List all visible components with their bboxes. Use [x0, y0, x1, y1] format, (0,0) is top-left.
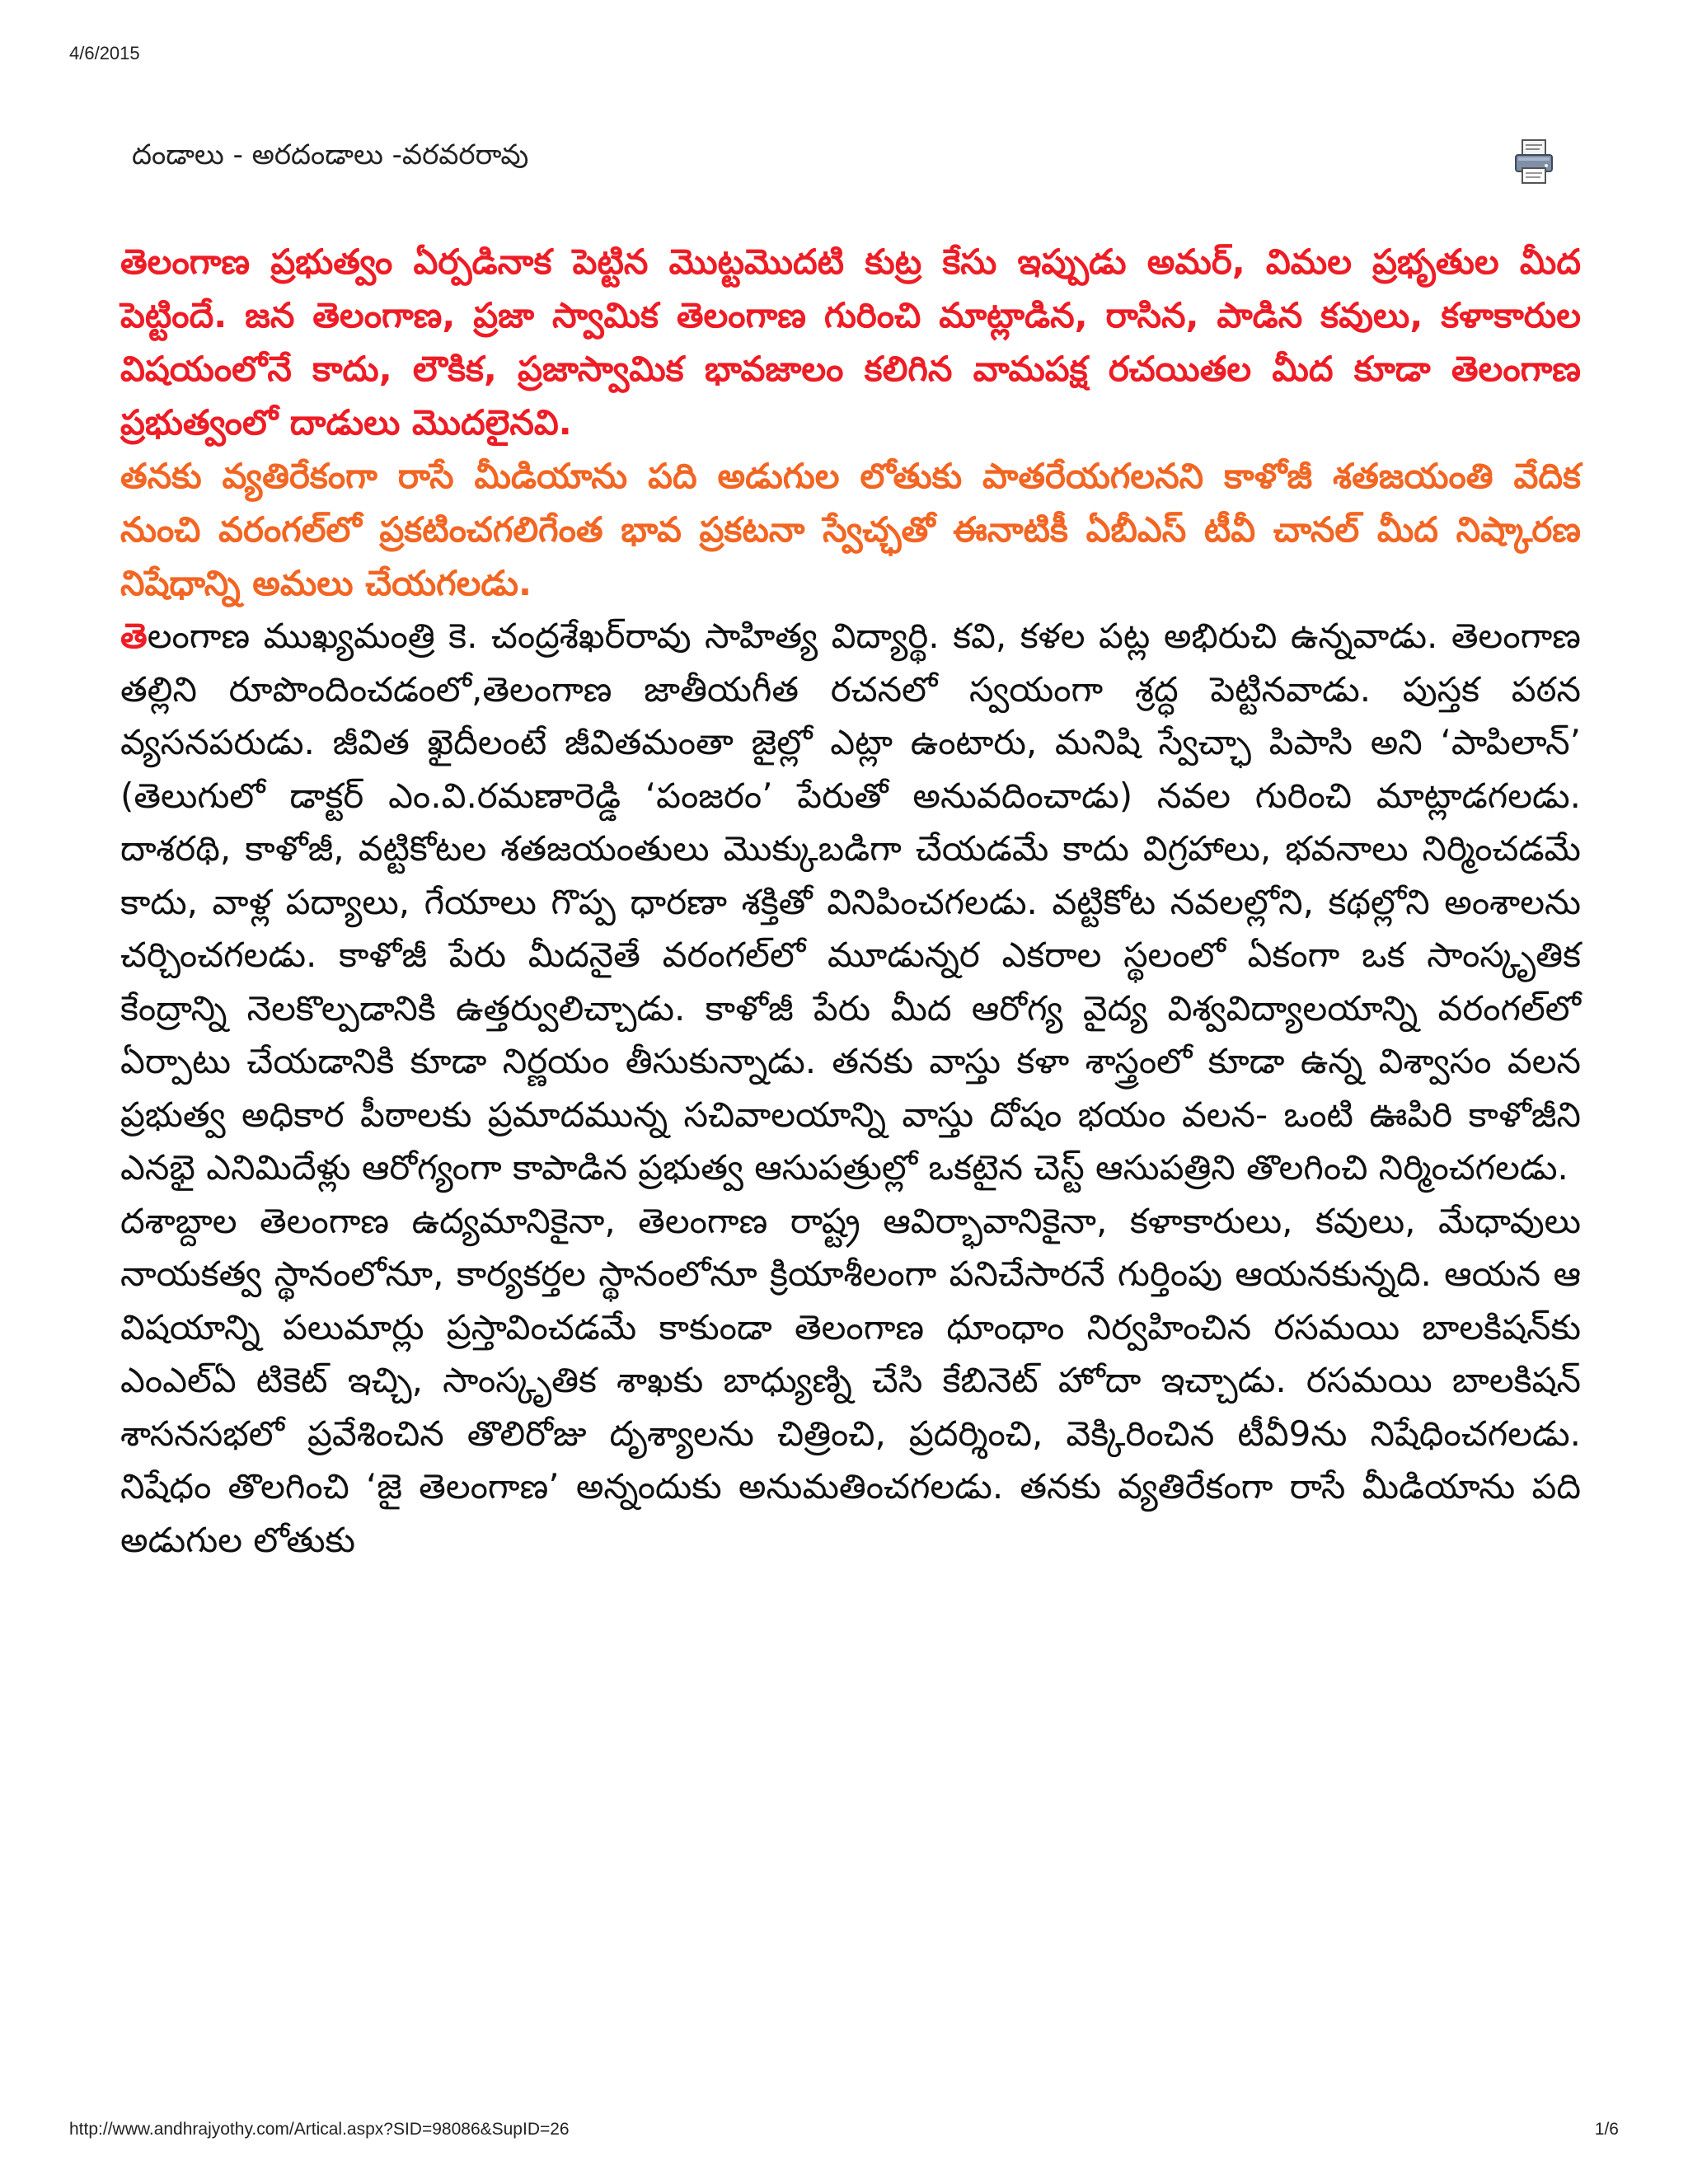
body-paragraph-2: దశాబ్దాల తెలంగాణ ఉద్యమానికైనా, తెలంగాణ రాష్ట్ర ఆవిర్భావానికైనా, కళాకారులు, కవులు, మేధావులు నాయకత్వ స్థానంలోనూ, కార్యకర్తల స్థానంలోనూ క్రియాశీలంగా పనిచేసారనే గుర్తింపు ఆయనకున్నది. ఆయన ఆ విషయాన్ని పలుమార్లు ప్రస్తావించడమే కాకుండా తెలంగాణ ధూంధాం నిర్వహించిన రసమయి బాలకిషన్‌కు ఎంఎల్ఏ టికెట్ ఇచ్చి, సాంస్కృతిక శాఖకు బాధ్యుణ్ని చేసి కేబినెట్ హోదా ఇచ్చాడు. రసమయి బాలకిషన్ శాసనసభలో ప్రవేశించిన తొలిరోజు దృశ్యాలను చిత్రించి, ప్రదర్శించి, వెక్కిరించిన టీవీ9ను నిషేధించగలడు. నిషేధం తొలగించి ‘జై తెలంగాణ’ అన్నందుకు అనుమతించగలడు. తనకు వ్యతిరేకంగా రాసే మీడియాను పది అడుగుల లోతుకు: [120, 1200, 1581, 1560]
footer-url: http://www.andhrajyothy.com/Artical.aspx?SID=98086&SupID=26: [69, 2120, 570, 2139]
article-content: [120, 235, 1581, 1567]
lead-paragraph-orange: తనకు వ్యతిరేకంగా రాసే మీడియాను పది అడుగుల లోతుకు పాతరేయగలనని కాళోజీ శతజయంతి వేదిక నుంచి వరంగల్‌లో ప్రకటించగలిగేంత భావ ప్రకటనా స్వేచ్ఛతో ఈనాటికీ ఏబీఎస్ టీవీ చానల్ మీద నిష్కారణ నిషేధాన్ని అమలు చేయగలడు.: [120, 456, 1581, 603]
printer-icon[interactable]: [1513, 138, 1554, 185]
lead-paragraph-red: తెలంగాణ ప్రభుత్వం ఏర్పడినాక పెట్టిన మొట్టమొదటి కుట్ర కేసు ఇప్పుడు అమర్, విమల ప్రభృతుల మీద పెట్టిందే. జన తెలంగాణ, ప్రజా స్వామిక తెలంగాణ గురించి మాట్లాడిన, రాసిన, పాడిన కవులు, కళాకారుల విషయంలోనే కాదు, లౌకిక, ప్రజాస్వామిక భావజాలం కలిగిన వామపక్ష రచయితల మీద కూడా తెలంగాణ ప్రభుత్వంలో దాడులు మొదలైనవి.: [120, 241, 1581, 443]
print-date: 4/6/2015: [69, 43, 140, 63]
article-title: దండాలు - అరదండాలు -వరవరరావు: [132, 138, 529, 171]
body-paragraph-1: [120, 610, 1581, 1195]
body-paragraph-1-text: లంగాణ ముఖ్యమంత్రి కె. చంద్రశేఖర్‌రావు సాహిత్య విద్యార్థి. కవి, కళల పట్ల అభిరుచి ఉన్నవాడు. తెలంగాణ తల్లిని రూపొందించడంలో,తెలంగాణ జాతీయగీత రచనలో స్వయంగా శ్రద్ధ పెట్టినవాడు. పుస్తక పఠన వ్యసనపరుడు. జీవిత ఖైదీలంటే జీవితమంతా జైల్లో ఎట్లా ఉంటారు, మనిషి స్వేచ్ఛా పిపాసి అని ‘పాపిలాన్’ (తెలుగులో డాక్టర్ ఎం.వి.రమణారెడ్డి ‘పంజరం’ పేరుతో అనువదించాడు) నవల గురించి మాట్లాడగలడు. దాశరథి, కాళోజీ, వట్టికోటల శతజయంతులు మొక్కుబడిగా చేయడమే కాదు విగ్రహాలు, భవనాలు నిర్మించడమే కాదు, వాళ్ల పద్యాలు, గేయాలు గొప్ప ధారణా శక్తితో వినిపించగలడు. వట్టికోట నవలల్లోని, కథల్లోని అంశాలను చర్చించగలడు. కాళోజీ పేరు మీదనైతే వరంగల్‌లో మూడున్నర ఎకరాల స్థలంలో ఏకంగా ఒక సాంస్కృతిక కేంద్రాన్ని నెలకొల్పడానికి ఉత్తర్వులిచ్చాడు. కాళోజీ పేరు మీద ఆరోగ్య వైద్య విశ్వవిద్యాలయాన్ని వరంగల్‌లో ఏర్పాటు చేయడానికి కూడా నిర్ణయం తీసుకున్నాడు. తనకు వాస్తు కళా శాస్త్రంలో కూడా ఉన్న విశ్వాసం వలన ప్రభుత్వ అధికార పీఠాలకు ప్రమాదమున్న సచివాలయాన్ని వాస్తు దోషం భయం వలన- ఒంటి ఊపిరి కాళోజీని ఎనభై ఎనిమిదేళ్లు ఆరోగ్యంగా కాపాడిన ప్రభుత్వ ఆసుపత్రుల్లో ఒకటైన చెస్ట్ ఆసుపత్రిని తొలగించి నిర్మించగలడు.: [120, 616, 1581, 1188]
drop-cap: తె: [120, 616, 148, 656]
page-number: 1/6: [1594, 2120, 1619, 2139]
